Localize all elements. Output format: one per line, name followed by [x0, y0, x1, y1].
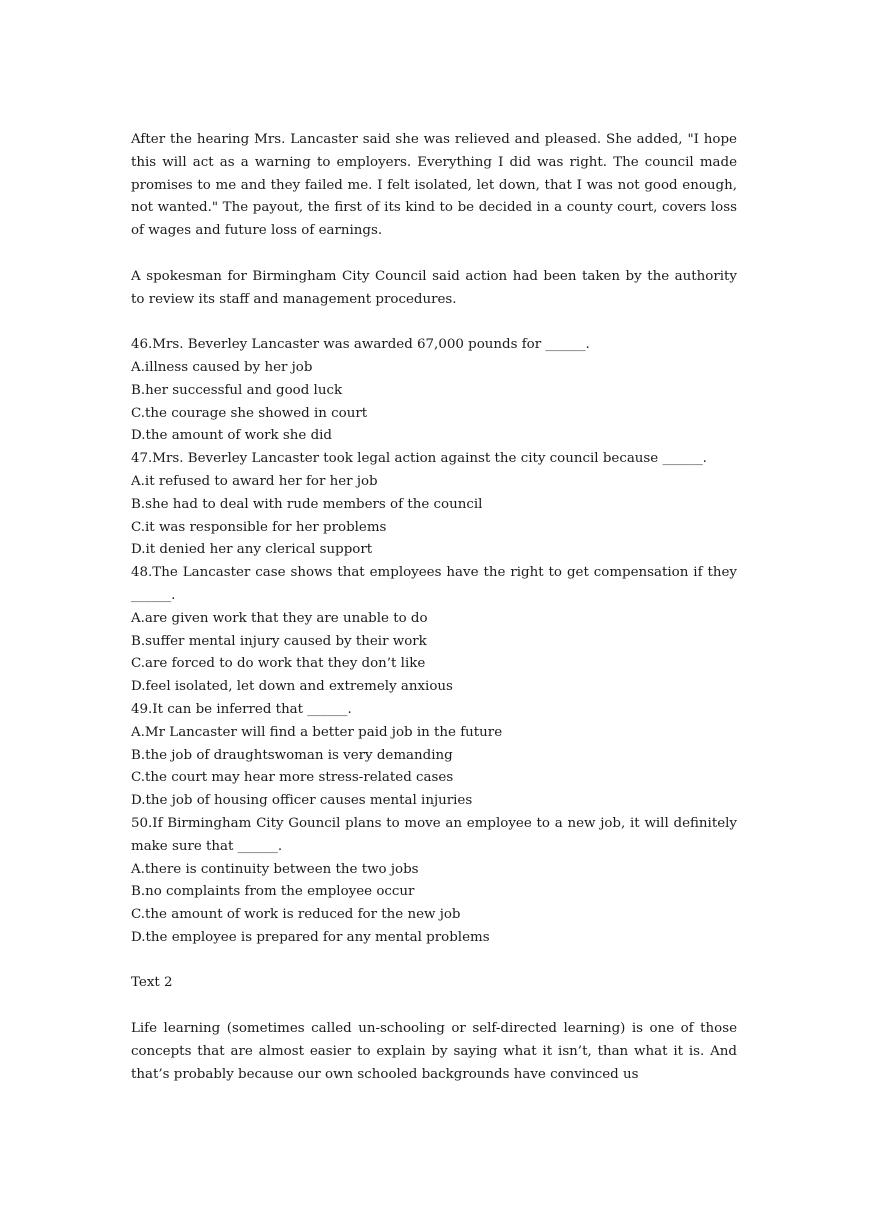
option-d: D.the job of housing officer causes mental injuries	[131, 793, 473, 809]
question-46	[131, 334, 737, 448]
question-47	[131, 448, 737, 562]
option-b: B.no complaints from the employee occur	[131, 884, 415, 900]
option-d: D.feel isolated, let down and extremely anxious	[131, 679, 453, 695]
question-stem: 46.Mrs. Beverley Lancaster was awarded 67,000 pounds for ______.	[131, 337, 590, 353]
option-c: C.it was responsible for her problems	[131, 519, 387, 535]
section-title: Text 2	[131, 975, 173, 991]
option-a: A.Mr Lancaster will find a better paid job in the future	[131, 724, 503, 740]
option-d: D.the amount of work she did	[131, 428, 333, 444]
paragraph-life-learning: Life learning (sometimes called un-schooling or self-directed learning) is one of those concepts that are almost easier to explain by saying what it isn’t, than what it is. And that’s probably because our own schooled backgrounds have convinced us	[131, 1021, 737, 1082]
option-a: A.there is continuity between the two jobs	[131, 861, 419, 877]
question-stem: 48.The Lancaster case shows that employees have the right to get compensation if they ______.	[131, 565, 737, 603]
option-b: B.her successful and good luck	[131, 382, 343, 398]
question-48	[131, 562, 737, 699]
option-c: C.the courage she showed in court	[131, 405, 368, 421]
paragraph-council-spokesman: A spokesman for Birmingham City Council said action had been taken by the authority to review its staff and management procedures.	[131, 268, 737, 307]
question-stem: 49.It can be inferred that ______.	[131, 701, 352, 717]
option-c: C.the court may hear more stress-related cases	[131, 770, 454, 786]
option-b: B.the job of draughtswoman is very demanding	[131, 747, 453, 763]
option-d: D.it denied her any clerical support	[131, 542, 373, 558]
option-a: A.it refused to award her for her job	[131, 473, 378, 489]
document-body	[131, 129, 737, 1086]
option-a: A.illness caused by her job	[131, 359, 313, 375]
question-stem: 50.If Birmingham City Gouncil plans to move an employee to a new job, it will definitely make sure that ______.	[131, 815, 737, 854]
option-d: D.the employee is prepared for any mental problems	[131, 929, 490, 945]
question-stem: 47.Mrs. Beverley Lancaster took legal action against the city council because ______.	[131, 451, 707, 467]
option-a: A.are given work that they are unable to do	[131, 610, 428, 626]
option-c: C.the amount of work is reduced for the new job	[131, 907, 461, 923]
option-b: B.she had to deal with rude members of the council	[131, 496, 483, 512]
question-50	[131, 813, 737, 950]
question-49	[131, 699, 737, 813]
option-c: C.are forced to do work that they don’t like	[131, 656, 426, 672]
option-b: B.suffer mental injury caused by their work	[131, 633, 427, 649]
paragraph-lancaster-statement: After the hearing Mrs. Lancaster said she was relieved and pleased. She added, "I hope this will act as a warning to employers. Everything I did was right. The council made promises to me and they failed me. I felt isolated, let down, that I was not good enough, not wanted." The payout, the first of its kind to be decided in a county court, covers loss of wages and future loss of earnings.	[131, 132, 737, 239]
